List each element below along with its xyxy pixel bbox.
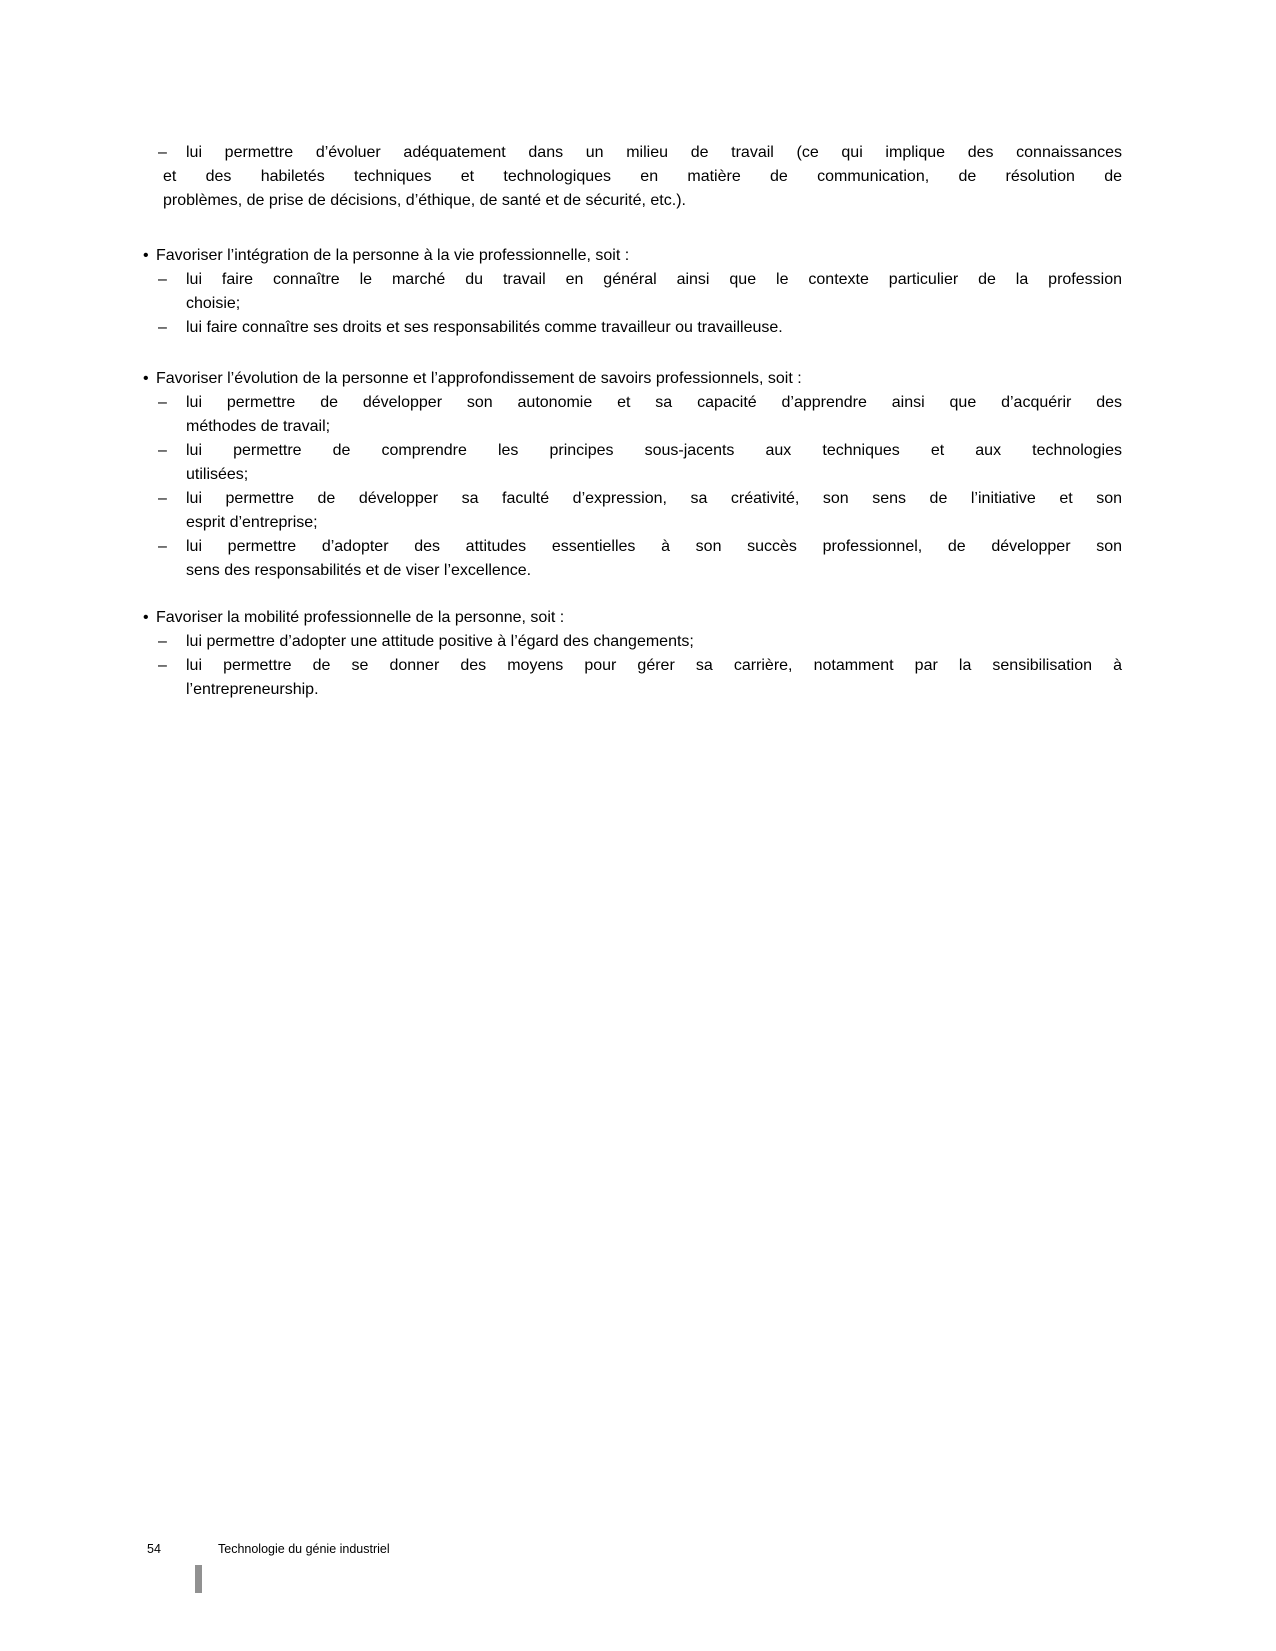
text-line: lui permettre de comprendre les principes sous-jacents aux techniques et aux technologies [186,442,1122,459]
list-item [143,654,1122,702]
bullet-section [143,244,1122,340]
section-header [143,606,1122,630]
dash-marker: – [158,394,167,411]
section-header-text: Favoriser la mobilité professionnelle de la personne, soit : [156,609,565,626]
bullet-section [143,367,1122,583]
text-line: lui permettre de développer son autonomie et sa capacité d’apprendre ainsi que d’acquérir des [186,394,1122,411]
text-line: l’entrepreneurship. [186,681,319,698]
dash-marker: – [158,271,167,288]
text-line: choisie; [186,295,241,312]
dash-marker: – [158,657,167,674]
text-line: lui permettre d’adopter des attitudes essentielles à son succès professionnel, de développer son [186,538,1122,555]
text-line: problèmes, de prise de décisions, d’éthique, de santé et de sécurité, etc.). [163,192,686,209]
list-item [143,535,1122,583]
text-line: lui permettre de se donner des moyens pour gérer sa carrière, notamment par la sensibilisation à [186,657,1122,674]
footer-title: Technologie du génie industriel [218,1542,390,1556]
text-line: esprit d’entreprise; [186,514,318,531]
page-content [143,141,1122,702]
bullet-marker: • [143,370,149,387]
list-item [143,316,1122,340]
footer-marker-bar [195,1565,202,1593]
bullet-marker: • [143,609,149,626]
list-item [143,439,1122,487]
section-header-text: Favoriser l’intégration de la personne à la vie professionnelle, soit : [156,247,630,264]
text-line: lui faire connaître le marché du travail en général ainsi que le contexte particulier de la profession [186,271,1122,288]
list-item [143,487,1122,535]
list-item [143,391,1122,439]
dash-marker: – [158,144,167,161]
dash-marker: – [158,538,167,555]
text-line: utilisées; [186,466,249,483]
text-line: sens des responsabilités et de viser l’excellence. [186,562,532,579]
text-line: lui permettre d’évoluer adéquatement dans un milieu de travail (ce qui implique des connaissances [186,144,1122,161]
page-number: 54 [147,1542,161,1556]
text-line: méthodes de travail; [186,418,331,435]
text-line: lui permettre de développer sa faculté d’expression, sa créativité, son sens de l’initiative et son [186,490,1122,507]
list-item [143,141,1122,213]
list-item [143,630,1122,654]
list-item [143,268,1122,316]
dash-marker: – [158,319,167,336]
bullet-section [143,606,1122,702]
section-header [143,244,1122,268]
dash-marker: – [158,490,167,507]
text-line: et des habiletés techniques et technologiques en matière de communication, de résolution de [163,168,1122,185]
bullet-marker: • [143,247,149,264]
text-line: lui permettre d’adopter une attitude positive à l’égard des changements; [186,633,694,650]
section-header [143,367,1122,391]
section-header-text: Favoriser l’évolution de la personne et l’approfondissement de savoirs professionnels, soit : [156,370,802,387]
dash-marker: – [158,442,167,459]
dash-marker: – [158,633,167,650]
text-line: lui faire connaître ses droits et ses responsabilités comme travailleur ou travailleuse. [186,319,783,336]
